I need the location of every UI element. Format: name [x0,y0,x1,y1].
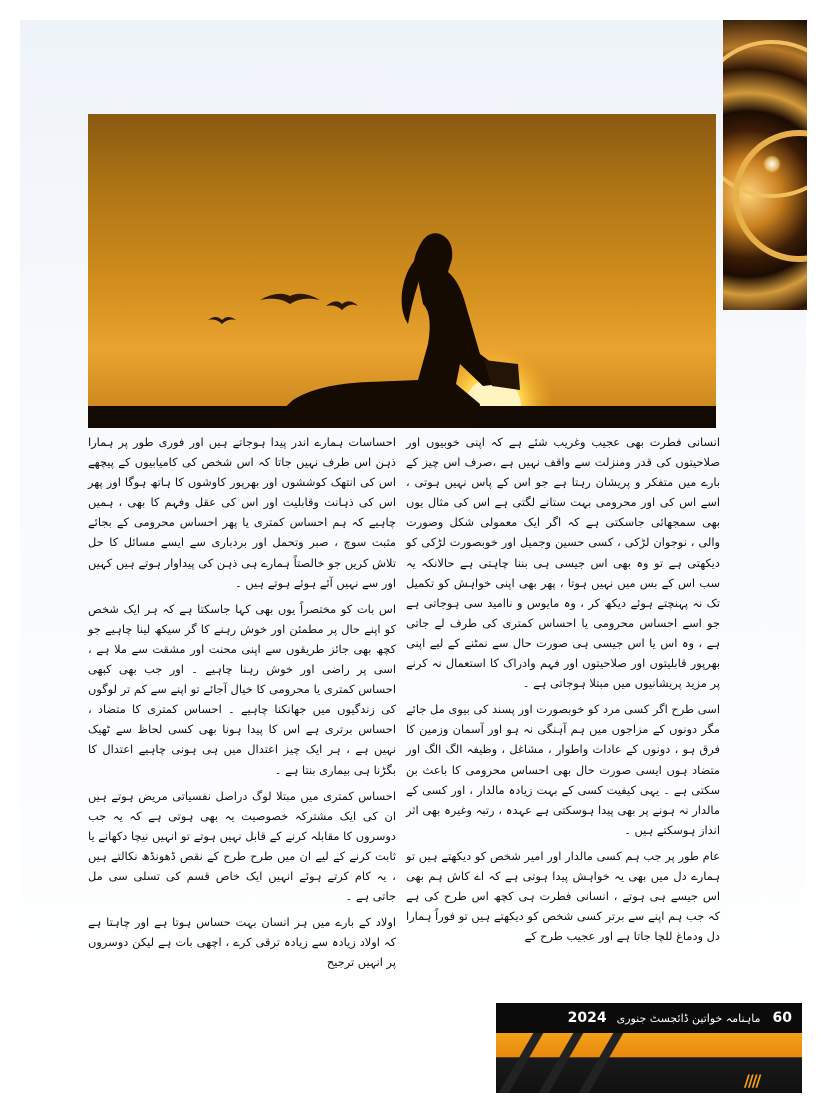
paragraph: اس بات کو مختصراً یوں بھی کہا جاسکتا ہے کہ ہر ایک شخص کو اپنے حال پر مطمئن اور خوش رہنے کا گر سیکھ لینا چاہیے جو کچھ بھی جائز طریقوں سے اپنی محنت اور مشقت سے ملا ہے ، اسی پر راضی اور خوش رہنا چاہیے ۔ اور جب بھی کبھی احساس کمتری یا محرومی کا خیال آجائے تو اپنے سے کم تر لوگوں کی زندگیوں میں جھانکنا چاہیے ۔ احساس کمتری کا متضاد ، احساس برتری ہے اس کا پیدا ہونا بھی کسی لحاظ سے ٹھیک نہیں ہے ، ہر ایک چیز اعتدال میں ہی ہونی چاہیے اعتدال کا بگڑنا ہی بیماری بنتا ہے ۔ [88,601,396,777]
page-number: 60 [772,1010,792,1026]
paragraph: عام طور پر جب ہم کسی مالدار اور امیر شخص کو دیکھتے ہیں تو ہمارے دل میں بھی یہ خواہش پیدا ہوتی ہے کہ اے کاش ہم بھی اس جیسے ہی ہوتے ، انسانی فطرت ہی کچھ اس طرح کی ہے کہ جب ہم اپنے سے برتر کسی شخص کو دیکھتے ہیں تو فوراً ہمارا دل ودماغ للچا جاتا ہے اور عجیب طرح کے [406,848,720,944]
paragraph: انسانی فطرت بھی عجیب وغریب شئے ہے کہ اپنی خوبیوں اور صلاحیتوں کی قدر ومنزلت سے واقف نہیں ہے ،صرف اس چیز کے بارے میں متفکر و پریشان رہتا ہے جو اس کے پاس نہیں ہوتی ، اسے اس کی اور محرومی بہت ستانے لگتی ہے اس کی مثال یوں بھی سمجھائی جاسکتی ہے کہ اگر ایک معمولی شکل وصورت والی ، نوجوان لڑکی ، کسی حسین وجمیل اور خوبصورت لڑکی کو دیکھتی ہے تو وہ بھی اس جیسی ہی بننا چاہتی ہے حالانکہ یہ سب اس کے بس میں نہیں ہوتا ، پھر بھی اپنی خواہش کو تکمیل تک نہ پہنچتے ہوئے دیکھ کر ، وہ مایوس و ناامید سی ہوجاتی ہے جو اسے احساس محرومی یا احساس کمتری کی طرف لے جاتی ہے ، وہ اس یا اس جیسی ہی صورت حال سے نمٹنے کے لیے اپنی بھرپور قابلیتوں اور صلاحیتوں اور فہم وادراک کا استعمال نہ کرنے پر مزید پریشانیوں میں مبتلا ہوجاتی ہے ۔ [406,435,720,691]
paragraph: اسی طرح اگر کسی مرد کو خوبصورت اور پسند کی بیوی مل جائے مگر دونوں کے مزاجوں میں ہم آہنگی نہ ہو اور آسمان وزمین کا فرق ہو ، دونوں کے عادات واطوار ، مشاغل ، وظیفہ الگ الگ اور متضاد ہوں ایسی صورت حال بھی احساس محرومی کا باعث بن سکتی ہے ۔ یہی کیفیت کسی کے بہت زیادہ مالدار ، اور کسی کے مالدار نہ ہونے پر بھی پیدا ہوسکتی ہے عہدہ ، رتبہ وغیرہ بھی اثر انداز ہوسکتے ہیں ۔ [406,702,720,837]
gold-swirl-decoration-icon [723,20,807,310]
issue-year: 2024 [567,1010,607,1026]
magazine-name: ماہنامہ خواتین ڈائجسٹ جنوری [616,1011,761,1025]
article-column-right [406,432,720,952]
paragraph: احساسات ہمارے اندر پیدا ہوجاتے ہیں اور فوری طور پر ہمارا ذہن اس طرف نہیں جاتا کہ اس شخص کی کامیابیوں کے پیچھے اس کی انتھک کوششوں اور بھرپور کاوشوں کا ہاتھ ہوگا اور پھر اس کی ذہانت وقابلیت اور اس کی عقل وفہم کا بھی ، ہمیں چاہیے کہ ہم احساس کمتری یا پھر احساس محرومی کے بجائے مثبت سوچ ، صبر وتحمل اور بردباری سے ایسے مسائل کا حل تلاش کریں جو خالصتاً ہمارے ہی ذہن کی پیداوار ہوتے ہیں کہیں اور سے نہیں آئے ہوئے ہوتے ہیں ۔ [88,435,396,590]
paragraph: اولاد کے بارے میں ہر انسان بہت حساس ہوتا ہے اور چاہتا ہے کہ اولاد زیادہ سے زیادہ ترقی کرے ، اچھی بات ہے لیکن دوسروں پر انہیں ترجیح [88,915,396,970]
article-photo [88,114,716,428]
hatch-decoration-icon: //// [744,1071,760,1090]
footer-bar [496,1003,802,1033]
article-column-left [88,432,396,978]
paragraph: احساس کمتری میں مبتلا لوگ دراصل نفسیاتی مریض ہوتے ہیں ان کی ایک مشترکہ خصوصیت یہ بھی ہوتی ہے کہ یہ جب دوسروں کا مقابلہ کرنے کے قابل نہیں ہوتے تو انہیں نیچا دکھانے یا ثابت کرنے کے لیے ان میں طرح طرح کے نقص ڈھونڈھ نکالتے ہیں ، یہ کام کرتے ہوئے انہیں ایک خاص قسم کی تسلی سی مل جاتی ہے ۔ [88,788,396,904]
footer-decoration [496,1033,802,1093]
silhouette-girl-reading-icon [88,114,716,428]
